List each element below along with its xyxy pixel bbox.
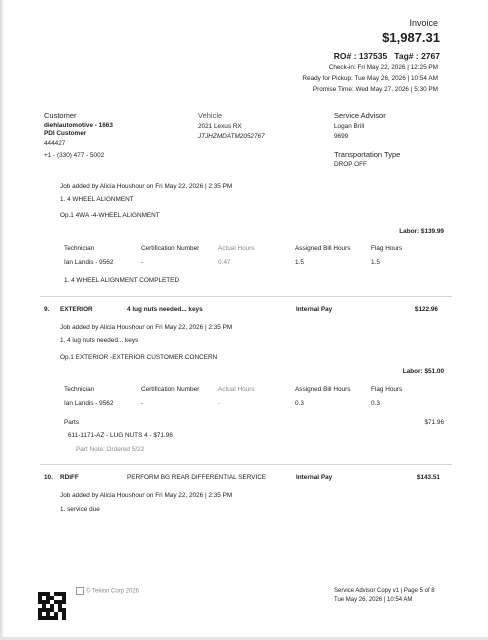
copyright-text: © Tekion Corp 2026	[86, 588, 140, 595]
rdiff-job-code: RDIFF	[60, 474, 79, 481]
exterior-col-actual: Actual Hours	[218, 386, 255, 393]
alignment-description: 1. 4 WHEEL ALIGNMENT	[60, 196, 134, 203]
alignment-labor: Labor: $139.99	[399, 228, 444, 235]
rdiff-job-number: 10.	[44, 474, 53, 481]
advisor-heading: Service Advisor	[334, 111, 386, 120]
rdiff-amount: $143.51	[416, 474, 440, 481]
customer-name: diehlautomotive - 1663	[44, 122, 113, 129]
footer-copy-info: Service Advisor Copy v1 | Page 5 of 8	[334, 588, 435, 594]
customer-type: PDI Customer	[44, 130, 87, 137]
exterior-row-actual: -	[218, 400, 221, 407]
ro-value: 137535	[358, 51, 388, 61]
tag-value: 2767	[421, 51, 440, 61]
rdiff-description: 1. service due	[60, 506, 100, 513]
footer-printed: Tue May 26, 2026 | 10:54 AM	[334, 597, 413, 603]
tag-label: Tag#	[394, 51, 414, 61]
advisor-name: Logan Brill	[334, 123, 365, 130]
alignment-row-cert: -	[141, 259, 144, 266]
vin-suffix: TM2052767	[230, 133, 265, 140]
alignment-row-flag: 1.5	[371, 259, 380, 266]
part-note: Part Note: Ordered 5/22	[76, 446, 145, 453]
ro-label: RO#	[333, 51, 352, 61]
alignment-col-actual: Actual Hours	[218, 245, 255, 252]
transport-heading: Transportation Type	[334, 150, 401, 159]
parts-total: $71.96	[424, 419, 444, 426]
part-line: 611-1171-AZ - LUG NUTS 4 - $71.96	[68, 432, 173, 439]
alignment-completed: 1. 4 WHEEL ALIGNMENT COMPLETED	[64, 277, 180, 284]
exterior-row-flag: 0.3	[371, 400, 380, 407]
alignment-op: Op.1 4WA -4-WHEEL ALIGNMENT	[60, 212, 160, 219]
customer-heading: Customer	[44, 111, 77, 120]
exterior-col-cert: Certification Number	[141, 386, 200, 393]
rdiff-pay-type: Internal Pay	[296, 474, 333, 481]
alignment-row-actual: 0.47	[218, 259, 231, 266]
transport-value: DROP OFF	[334, 161, 367, 168]
exterior-row-technician: Ian Landis - 9562	[64, 400, 114, 407]
vehicle-heading: Vehicle	[198, 111, 223, 120]
rdiff-added-by: Job added by Alicia Houshour on Fri May 22, 2026 | 2:35 PM	[60, 492, 233, 499]
checkin-time: Check-in: Fri May 22, 2026 | 12:25 PM	[328, 64, 438, 71]
ready-time: Ready for Pickup: Tue May 26, 2026 | 10:54 AM	[302, 75, 438, 82]
parts-heading: Parts	[64, 419, 79, 426]
exterior-col-technician: Technician	[64, 386, 95, 393]
rdiff-job-title: PERFORM BG REAR DIFFERENTIAL SERVICE	[127, 474, 267, 481]
ro-tag-line: RO# : 137535 Tag# : 2767	[333, 51, 440, 61]
footer-copyright	[76, 587, 139, 595]
exterior-description: 1. 4 lug nuts needed... keys	[60, 337, 139, 344]
exterior-job-number: 9.	[44, 306, 50, 313]
tekion-logo-icon	[76, 587, 84, 595]
exterior-pay-type: Internal Pay	[296, 306, 333, 313]
alignment-row-assigned: 1.5	[295, 259, 304, 266]
document-label: Invoice	[409, 18, 438, 28]
promise-time: Promise Time: Wed May 27, 2026 | 5:30 PM	[312, 86, 438, 93]
vin-prefix: JTJHZMDA	[198, 133, 231, 140]
alignment-added-by: Job added by Alicia Houshour on Fri May 22, 2026 | 2:35 PM	[60, 183, 233, 190]
section-divider-2	[40, 464, 452, 465]
exterior-col-assigned: Assigned Bill Hours	[295, 386, 351, 393]
exterior-amount: $122.96	[414, 306, 438, 313]
exterior-row-assigned: 0.3	[295, 400, 304, 407]
alignment-col-assigned: Assigned Bill Hours	[295, 245, 351, 252]
section-divider	[40, 296, 452, 297]
exterior-row-cert: -	[141, 400, 144, 407]
invoice-total: $1,987.31	[382, 30, 440, 45]
scan-edge	[0, 0, 4, 640]
alignment-col-cert: Certification Number	[141, 245, 200, 252]
exterior-op: Op.1 EXTERIOR -EXTERIOR CUSTOMER CONCERN	[60, 354, 218, 361]
exterior-job-code: EXTERIOR	[60, 306, 93, 313]
advisor-number: 9699	[334, 133, 349, 140]
alignment-col-technician: Technician	[64, 245, 95, 252]
qr-code	[38, 592, 66, 620]
alignment-row-technician: Ian Landis - 9562	[64, 259, 114, 266]
exterior-added-by: Job added by Alicia Houshour on Fri May 22, 2026 | 2:35 PM	[60, 324, 233, 331]
alignment-col-flag: Flag Hours	[371, 245, 403, 252]
exterior-labor: Labor: $51.00	[402, 368, 444, 375]
customer-id: 444427	[44, 140, 66, 147]
customer-phone: +1 - (330) 477 - 5002	[44, 152, 105, 159]
vehicle-vin	[198, 133, 265, 140]
exterior-col-flag: Flag Hours	[371, 386, 403, 393]
exterior-job-title: 4 lug nuts needed... keys	[127, 306, 203, 313]
vehicle-model: 2021 Lexus RX	[198, 123, 242, 130]
